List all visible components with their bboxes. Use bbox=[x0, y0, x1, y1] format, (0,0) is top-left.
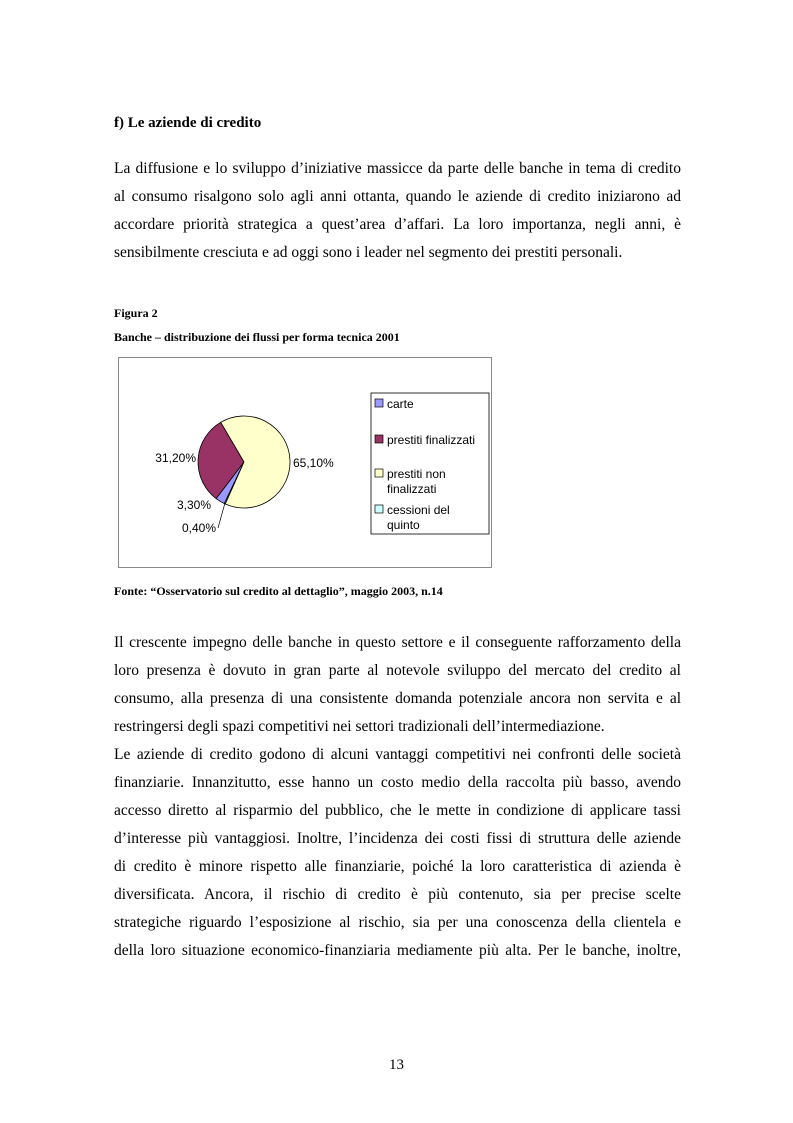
paragraph-line: sensibilmente cresciuta e ad oggi sono i leader nel segmento dei prestiti personali. bbox=[114, 244, 623, 261]
data-label: 3,30% bbox=[176, 498, 211, 512]
pie-chart-frame bbox=[118, 357, 492, 568]
figure-source: Fonte: “Osservatorio sul credito al dettaglio”, maggio 2003, n.14 bbox=[114, 584, 443, 598]
leader-line bbox=[218, 504, 225, 528]
paragraph-line: diversificata. Ancora, il rischio di credito è più contenuto, sia per precise scelte bbox=[114, 886, 681, 903]
pie-chart bbox=[119, 358, 493, 569]
paragraph-line: strategiche riguardo l’esposizione al rischio, sia per una conoscenza della clientela e bbox=[114, 914, 681, 931]
legend-label: finalizzati bbox=[387, 482, 437, 496]
legend-label: cessioni del bbox=[387, 503, 450, 517]
paragraph-line: d’interesse più vantaggiosi. Inoltre, l’incidenza dei costi fissi di struttura delle aziende bbox=[114, 830, 681, 847]
paragraph-line: al consumo risalgono solo agli anni ottanta, quando le aziende di credito iniziarono ad bbox=[114, 188, 681, 205]
legend-label: prestiti finalizzati bbox=[387, 433, 476, 447]
paragraph-line: finanziarie. Innanzitutto, esse hanno un costo medio della raccolta più basso, avendo bbox=[114, 774, 681, 791]
data-label: 65,10% bbox=[293, 456, 334, 470]
section-heading: f) Le aziende di credito bbox=[114, 115, 262, 131]
data-label: 0,40% bbox=[181, 521, 216, 535]
paragraph-banks bbox=[114, 629, 681, 965]
paragraph-line: Le aziende di credito godono di alcuni vantaggi competitivi nei confronti delle società bbox=[114, 746, 681, 763]
paragraph-line: restringersi degli spazi competitivi nei settori tradizionali dell’intermediazione. bbox=[114, 718, 605, 735]
legend-swatch bbox=[375, 469, 383, 477]
paragraph-line: Il crescente impegno delle banche in questo settore e il conseguente rafforzamento della bbox=[114, 634, 681, 651]
paragraph-line: della loro situazione economico-finanziaria mediamente più alta. Per le banche, inoltre, bbox=[114, 942, 681, 959]
paragraph-line: accordare priorità strategica a quest’area d’affari. La loro importanza, negli anni, è bbox=[114, 216, 681, 233]
page-number: 13 bbox=[389, 1057, 404, 1073]
legend-label: prestiti non bbox=[387, 467, 446, 481]
figure-title: Banche – distribuzione dei flussi per forma tecnica 2001 bbox=[114, 330, 400, 344]
data-label: 31,20% bbox=[155, 451, 196, 465]
legend-label: quinto bbox=[387, 518, 420, 532]
paragraph-line: accesso diretto al risparmio del pubblico, che le mette in condizione di applicare tassi bbox=[114, 802, 681, 819]
legend-label: carte bbox=[387, 397, 414, 411]
legend-swatch bbox=[375, 505, 383, 513]
legend-swatch bbox=[375, 435, 383, 443]
paragraph-intro bbox=[114, 155, 681, 267]
paragraph-line: di credito è minore rispetto alle finanziarie, poiché la loro caratteristica di azienda è bbox=[114, 858, 681, 875]
paragraph-line: loro presenza è dovuto in gran parte al notevole sviluppo del mercato del credito al bbox=[114, 662, 681, 679]
paragraph-line: consumo, alla presenza di una consistente domanda potenziale ancora non servita e al bbox=[114, 690, 681, 707]
legend-swatch bbox=[375, 399, 383, 407]
figure-label: Figura 2 bbox=[114, 306, 158, 320]
paragraph-line: La diffusione e lo sviluppo d’iniziative massicce da parte delle banche in tema di credito bbox=[114, 160, 681, 177]
